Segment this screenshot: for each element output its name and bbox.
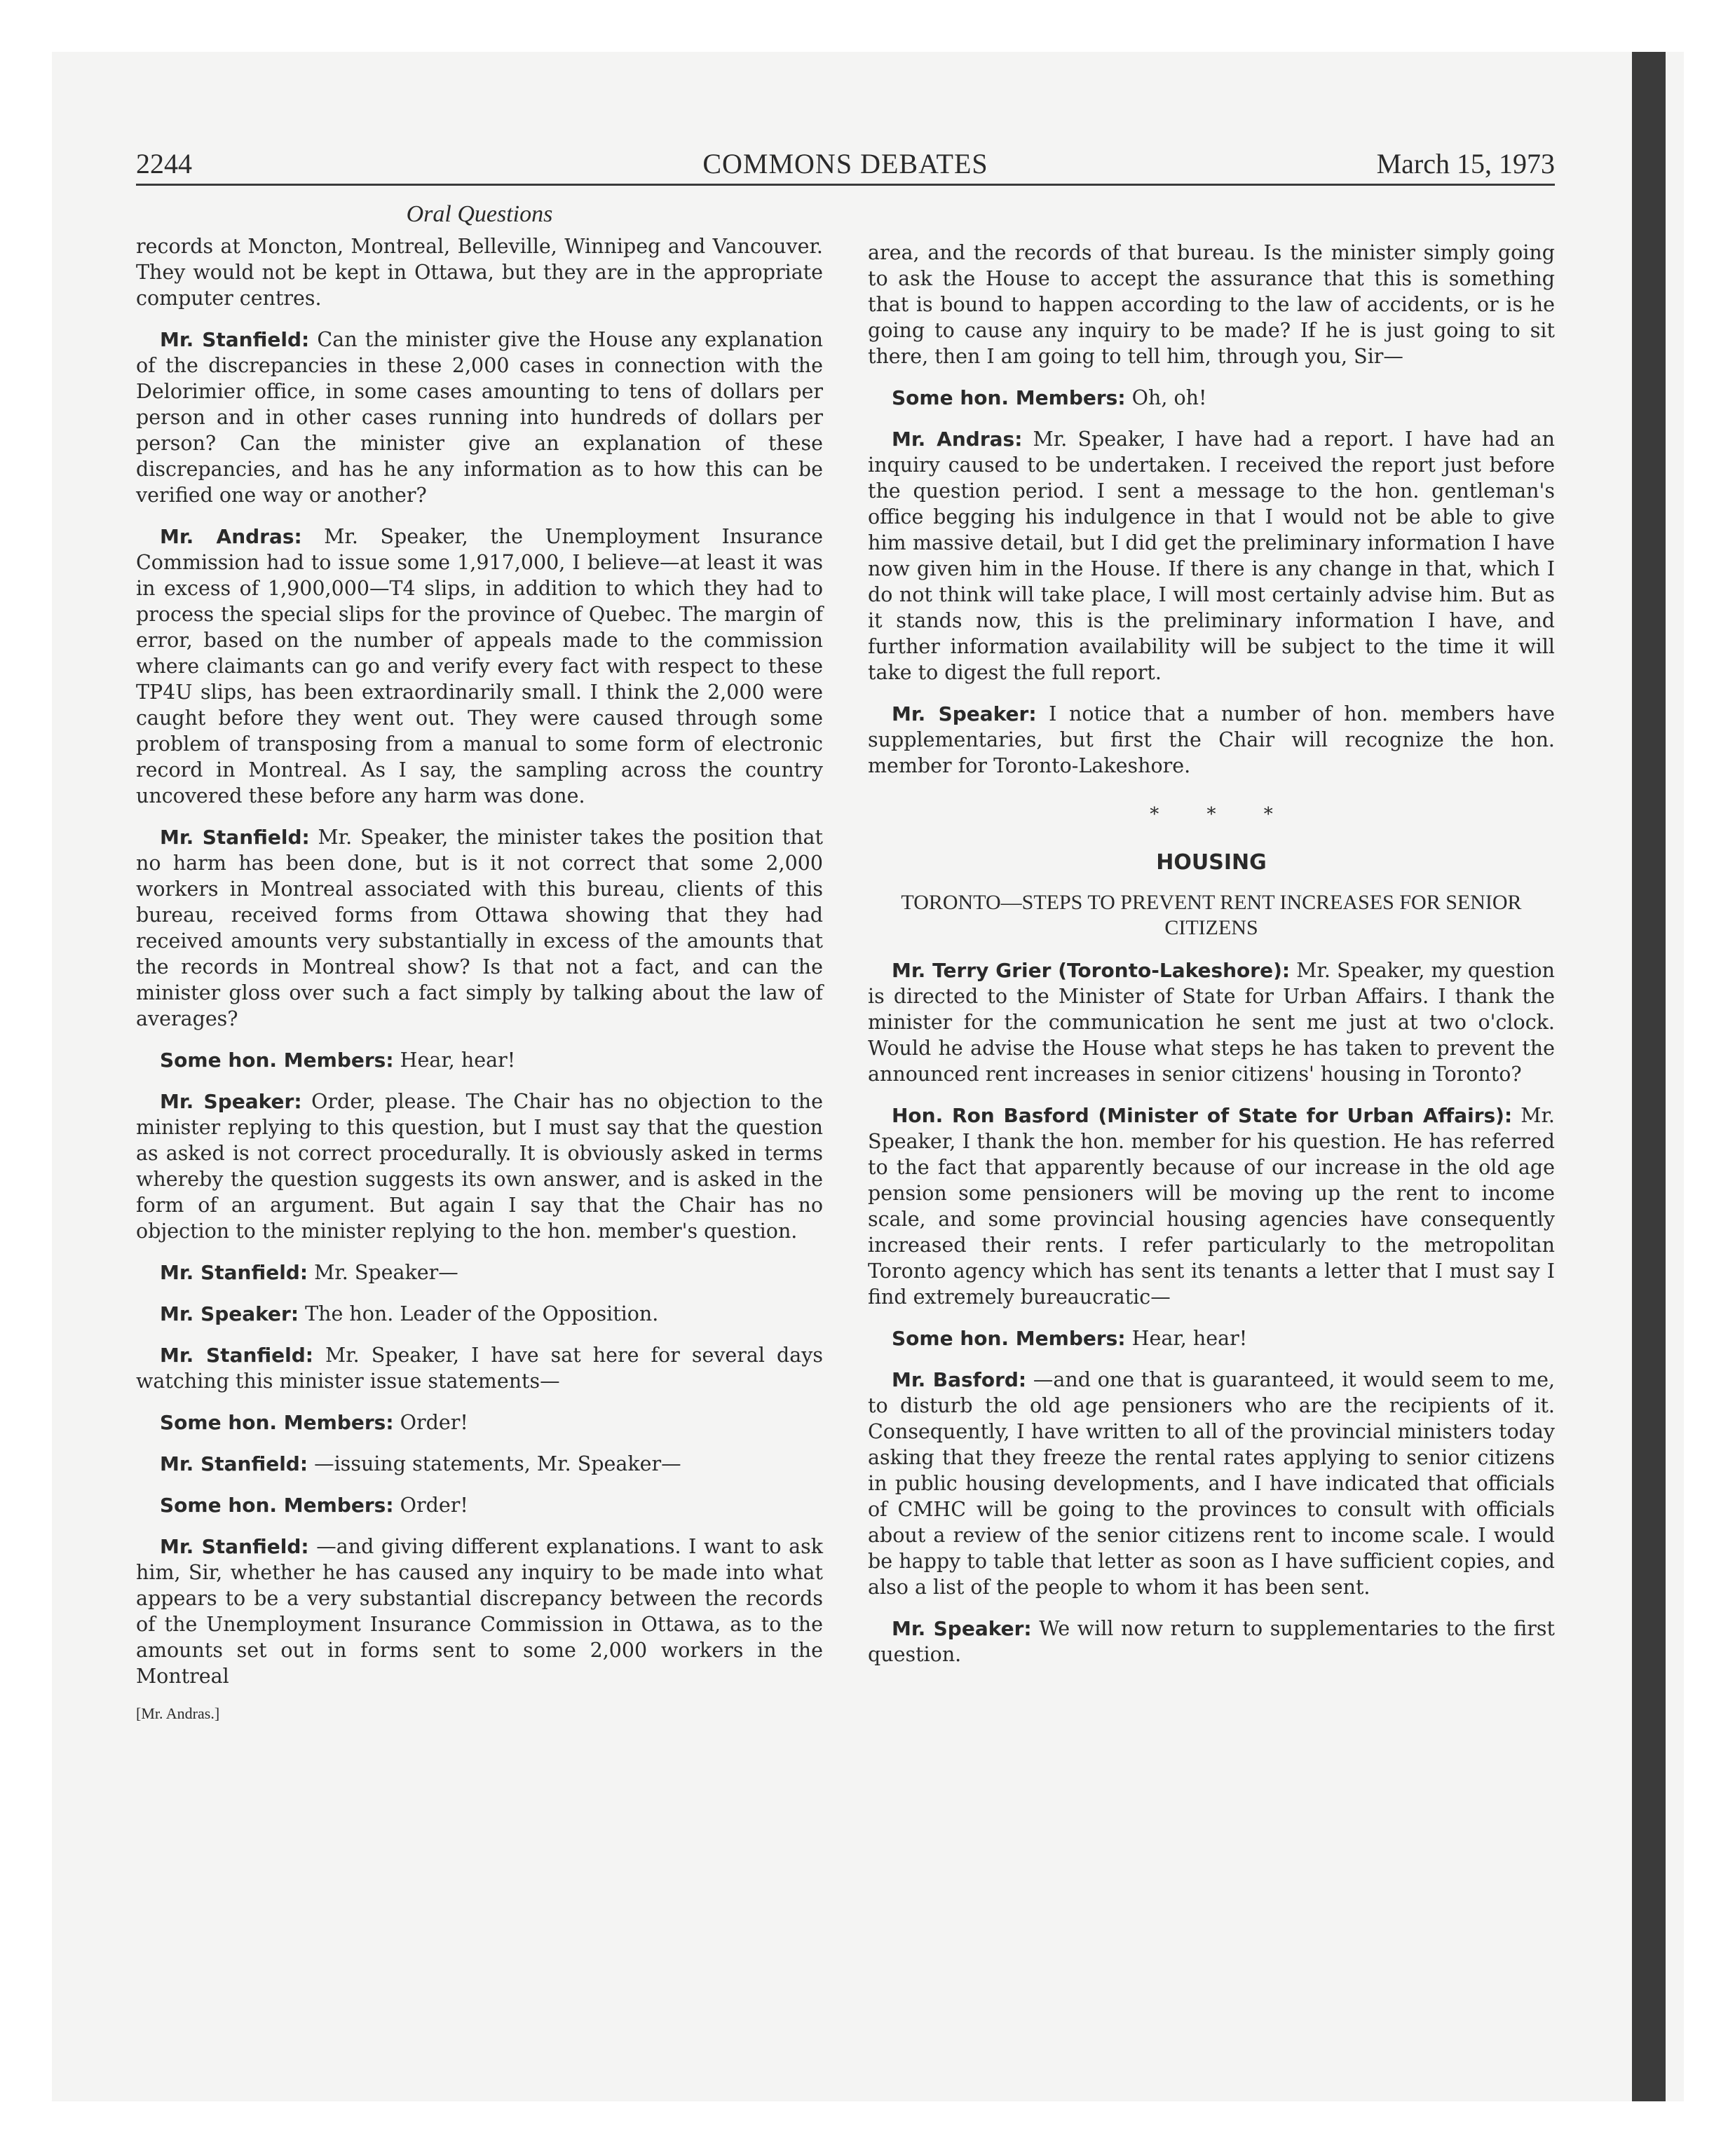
paragraph-text: Mr. Speaker, the Unemployment Insurance Commission had to issue some 1,917,000, I believe—at least it was in excess of 1,900,000—T4 slips, in addition to which they had to process the special slips for the province of Quebec. The margin of error, based on the number of appeals made to the commission where claimants can go and verify every fact with respect to these TP4U slips, has been extraordinarily small. I think the 2,000 were caught before they went out. They were caused through some problem of transposing from a manual to some form of electronic record in Montreal. As I say, the sampling across the country uncovered these before any harm was done. xyxy=(136,525,823,807)
page-date: March 15, 1973 xyxy=(1376,148,1555,179)
speaker-name: Mr. Stanfield: xyxy=(160,328,310,351)
right-paragraphs-after xyxy=(868,957,1555,1667)
paragraph-text: Order, please. The Chair has no objection to the minister replying to this question, but I must say that the question as asked is not correct procedurally. It is obviously asked in terms whereby the question suggests its own answer, and is asked in the form of an argument. But again I say that the Chair has no objection to the minister replying to the hon. member's question. xyxy=(136,1090,823,1243)
paragraph xyxy=(136,233,823,311)
speaker-name: Mr. Stanfield: xyxy=(160,1535,309,1558)
topic-heading: HOUSING xyxy=(1156,850,1267,875)
paragraph-text: We will now return to supplementaries to the first question. xyxy=(868,1617,1555,1666)
paragraph xyxy=(868,1103,1555,1310)
paragraph-text: Can the minister give the House any explanation of the discrepancies in these 2,000 cases in connection with the Delorimier office, in some cases amounting to tens of dollars per person and in other cases running into hundreds of dollars per person? Can the minister give an explanation of these discrepancies, and has he any information as to how this can be verified one way or another? xyxy=(136,328,823,507)
paragraph xyxy=(136,327,823,508)
paragraph xyxy=(868,426,1555,685)
speaker-name: Mr. Stanfield: xyxy=(160,826,310,849)
paragraph-text: Mr. Speaker, I have sat here for several days watching this minister issue statements— xyxy=(136,1344,823,1393)
speaker-name: Mr. Stanfield: xyxy=(160,1452,308,1475)
paragraph-text: —issuing statements, Mr. Speaker— xyxy=(308,1452,681,1475)
binding-edge xyxy=(1632,52,1666,2101)
paragraph xyxy=(868,701,1555,779)
speaker-name: Mr. Stanfield: xyxy=(160,1344,313,1367)
paragraph xyxy=(136,1301,823,1327)
speaker-name: Mr. Terry Grier (Toronto-Lakeshore): xyxy=(892,959,1291,982)
paragraph-text: Mr. Speaker— xyxy=(308,1261,458,1284)
left-column xyxy=(136,201,823,1723)
footnote: [Mr. Andras.] xyxy=(136,1705,220,1722)
paragraph-text: —and one that is guaranteed, it would seem to me, to disturb the old age pensioners who are the recipients of it. Consequently, I have written to all of the provincial ministers today asking that they freeze the rental rates applying to senior citizens in public housing developments, and I have indicated that officials of CMHC will be going to the provinces to consult with officials about a review of the senior citizens rent to income scale. I would be happy to table that letter as soon as I have sufficient copies, and also a list of the people to whom it has been sent. xyxy=(868,1368,1556,1599)
page-number: 2244 xyxy=(136,148,192,179)
paragraph xyxy=(868,1616,1555,1667)
speaker-name: Mr. Speaker: xyxy=(160,1302,299,1325)
page-header xyxy=(136,149,1555,186)
section-heading: Oral Questions xyxy=(406,201,553,227)
paragraph-text: area, and the records of that bureau. Is the minister simply going to ask the House to accept the assurance that this is something that is bound to happen according to the law of accidents, or is he going to cause any inquiry to be made? If he is just going to sit there, then I am going to tell him, through you, Sir— xyxy=(868,241,1555,368)
right-column xyxy=(868,240,1555,1683)
paragraph-text: The hon. Leader of the Opposition. xyxy=(299,1302,659,1325)
paragraph-text: Oh, oh! xyxy=(1125,386,1207,409)
speaker-name: Mr. Andras: xyxy=(160,525,302,548)
speaker-name: Mr. Speaker: xyxy=(892,702,1037,725)
paragraph-text: Mr. Speaker, the minister takes the position that no harm has been done, but is it not correct that some 2,000 workers in Montreal associated with this bureau, clients of this bureau, received forms from Ottawa showing that they had received amounts very substantially in excess of the amounts that the records in Montreal show? Is that not a fact, and can the minister gloss over such a fact simply by talking about the law of averages? xyxy=(136,826,823,1030)
speaker-name: Some hon. Members: xyxy=(892,1327,1126,1350)
paragraph-text: Hear, hear! xyxy=(393,1049,516,1072)
paragraph xyxy=(136,1089,823,1244)
paragraph xyxy=(868,957,1555,1087)
paragraph-text: Mr. Speaker, I have had a report. I have had an inquiry caused to be undertaken. I received the report just before the question period. I sent a message to the hon. gentleman's office begging his indulgence in that I would not be able to give him massive detail, but I did get the preliminary information I have now given him in the House. If there is any change in that, which I do not think will take place, I will most certainly advise him. But as it stands now, this is the preliminary information I have, and further information availability will be subject to the time it will take to digest the full report. xyxy=(868,428,1555,684)
paragraph xyxy=(136,1410,823,1435)
section-separator: * * * xyxy=(1150,804,1294,825)
speaker-name: Some hon. Members: xyxy=(892,386,1126,409)
speaker-name: Some hon. Members: xyxy=(160,1494,394,1517)
paragraph-text: Order! xyxy=(393,1494,468,1517)
paragraph xyxy=(136,1492,823,1518)
paragraph xyxy=(868,1325,1555,1351)
publication-title: COMMONS DEBATES xyxy=(702,148,988,179)
paragraph-text: I notice that a number of hon. members have supplementaries, but first the Chair will recognize the hon. member for Toronto-Lakeshore. xyxy=(868,702,1555,777)
paragraph xyxy=(136,1260,823,1285)
right-paragraphs-before xyxy=(868,240,1555,779)
paragraph xyxy=(136,524,823,809)
paragraph xyxy=(868,240,1555,369)
paragraph-text: Mr. Speaker, my question is directed to the Minister of State for Urban Affairs. I thank the minister for the communication he sent me just at two o'clock. Would he advise the House what steps he has taken to prevent the announced rent increases in senior citizens' housing in Toronto? xyxy=(868,959,1555,1086)
paragraph-text: Hear, hear! xyxy=(1125,1327,1248,1350)
paragraph xyxy=(136,1451,823,1477)
paragraph-text: records at Moncton, Montreal, Belleville, Winnipeg and Vancouver. They would not be kept in Ottawa, but they are in the appropriate computer centres. xyxy=(136,235,823,310)
speaker-name: Mr. Basford: xyxy=(892,1368,1027,1391)
paragraph xyxy=(136,824,823,1032)
speaker-name: Mr. Stanfield: xyxy=(160,1261,308,1284)
speaker-name: Hon. Ron Basford (Minister of State for Urban Affairs): xyxy=(892,1104,1513,1127)
paragraph xyxy=(136,1342,823,1394)
subtopic-heading: TORONTO—STEPS TO PREVENT RENT INCREASES FOR SENIOR CITIZENS xyxy=(901,891,1522,939)
paragraph-text: Order! xyxy=(393,1411,468,1434)
paragraph xyxy=(136,1534,823,1689)
paragraph xyxy=(868,385,1555,411)
paragraph xyxy=(136,1047,823,1073)
paragraph-text: —and giving different explanations. I want to ask him, Sir, whether he has caused any inquiry to be made into what appears to be a very substantial discrepancy between the records of the Unemployment Insurance Commission in Ottawa, as to the amounts set out in forms sent to some 2,000 workers in the Montreal xyxy=(136,1535,823,1688)
speaker-name: Mr. Speaker: xyxy=(160,1090,302,1113)
speaker-name: Mr. Andras: xyxy=(892,428,1023,451)
paragraph-text: Mr. Speaker, I thank the hon. member for his question. He has referred to the fact that apparently because of our increase in the old age pension some pensioners will be moving up the rent to income scale, and some provincial housing agencies have consequently increased their rents. I refer particularly to the metropolitan Toronto agency which has sent its tenants a letter that I must say I find extremely bureaucratic— xyxy=(868,1104,1555,1309)
left-paragraphs xyxy=(136,233,823,1689)
paragraph xyxy=(868,1367,1555,1600)
speaker-name: Some hon. Members: xyxy=(160,1049,394,1072)
speaker-name: Some hon. Members: xyxy=(160,1411,394,1434)
speaker-name: Mr. Speaker: xyxy=(892,1617,1032,1640)
